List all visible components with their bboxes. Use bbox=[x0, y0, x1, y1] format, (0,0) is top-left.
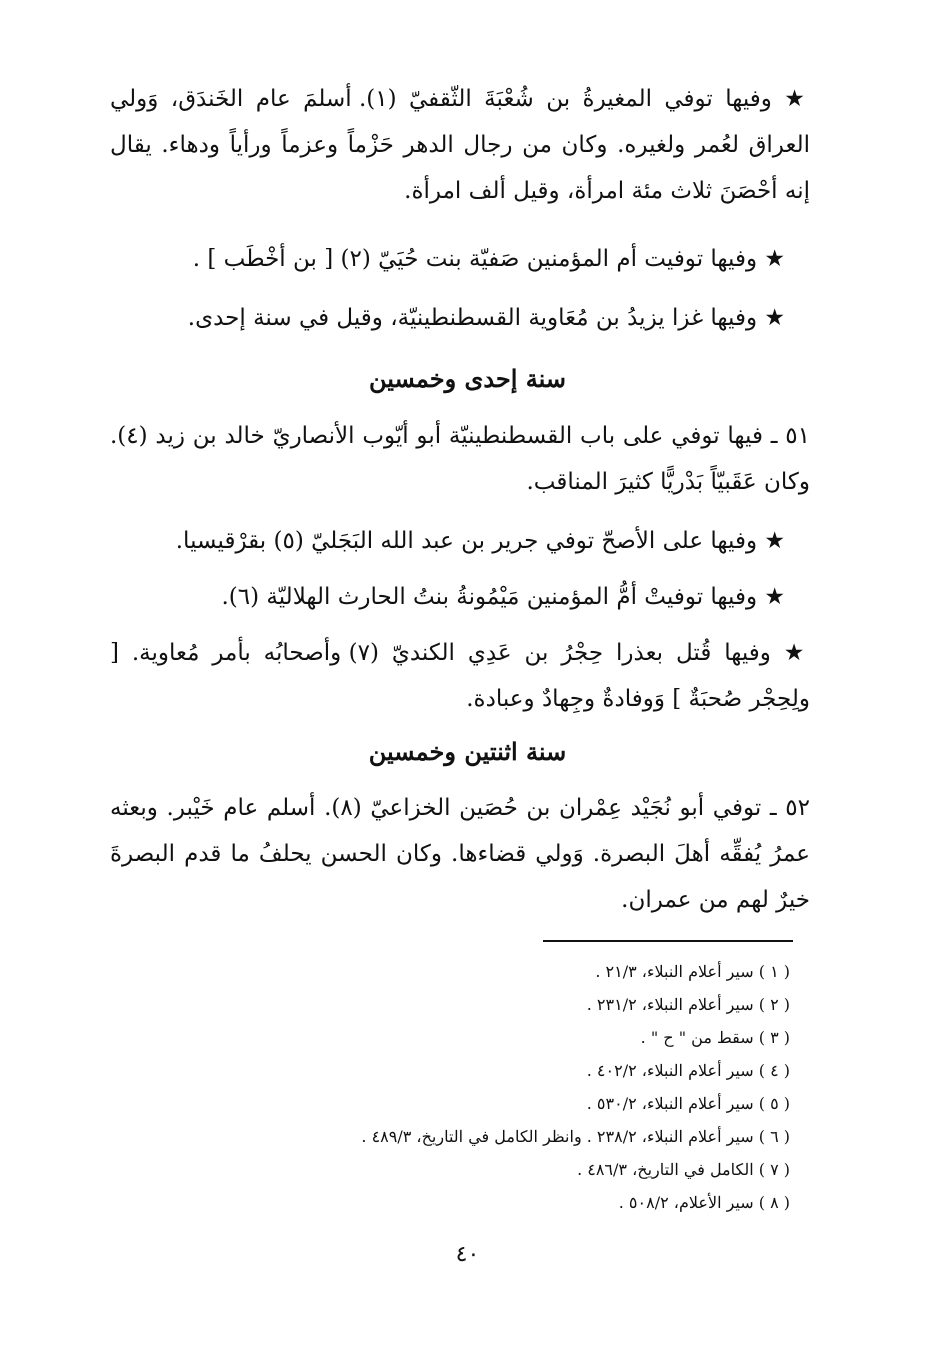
page-number: ٤٠ bbox=[455, 1242, 480, 1267]
paragraph-yazid: ★ وفيها غزا يزيدُ بن مُعَاوية القسطنطينيّة، وقيل في سنة إحدى. bbox=[187, 305, 785, 331]
footnote-8: ( ٨ ) سير الأعلام، ٥٠٨/٢ . bbox=[618, 1193, 790, 1212]
paragraph-maymuna: ★ وفيها توفيتْ أمُّ المؤمنين مَيْمُونةُ بنتُ الحارث الهلاليّة (٦). bbox=[221, 584, 785, 610]
footnote-2: ( ٢ ) سير أعلام النبلاء، ٢٣١/٢ . bbox=[586, 995, 790, 1014]
section-heading-year-52: سنة اثنتين وخمسين bbox=[368, 737, 567, 766]
footnote-3: ( ٣ ) سقط من " ح " . bbox=[640, 1028, 790, 1047]
section-heading-year-51: سنة إحدى وخمسين bbox=[368, 364, 567, 393]
footnote-4: ( ٤ ) سير أعلام النبلاء، ٤٠٢/٢ . bbox=[586, 1061, 790, 1080]
footnote-divider bbox=[543, 940, 793, 942]
paragraph-hujr: ★ وفيها قُتل بعذرا حِجْرُ بن عَدِي الكنديّ (٧) وأصحابُه بأمر مُعاوية. [ ولِحِجْر صُحبَةٌ ] وَوفادةٌ وجِهادٌ وعبادة. bbox=[110, 640, 810, 712]
paragraph-safiyya: ★ وفيها توفيت أم المؤمنين صَفيّة بنت حُيَيّ (٢) [ بن أخْطَب ] . bbox=[192, 246, 785, 272]
footnote-5: ( ٥ ) سير أعلام النبلاء، ٥٣٠/٢ . bbox=[586, 1094, 790, 1113]
footnotes-list bbox=[190, 955, 790, 1219]
footnote-7: ( ٧ ) الكامل في التاريخ، ٤٨٦/٣ . bbox=[577, 1160, 790, 1179]
paragraph-abu-ayyub: ٥١ ـ فيها توفي على باب القسطنطينيّة أبو أيّوب الأنصاريّ خالد بن زيد (٤). وكان عَقَبيّاً بَدْريًّا كثيرَ المناقب. bbox=[110, 423, 810, 495]
footnote-1: ( ١ ) سير أعلام النبلاء، ٢١/٣ . bbox=[595, 962, 790, 981]
paragraph-jarir: ★ وفيها على الأصحّ توفي جرير بن عبد الله البَجَليّ (٥) بقرْقيسيا. bbox=[175, 528, 785, 554]
footnote-6: ( ٦ ) سير أعلام النبلاء، ٢٣٨/٢ . وانظر الكامل في التاريخ، ٤٨٩/٣ . bbox=[361, 1127, 790, 1146]
paragraph-imran: ٥٢ ـ توفي أبو نُجَيْد عِمْران بن حُصَين الخزاعيّ (٨). أسلم عام خَيْبر. وبعثه عمرُ يُفقِّه أهلَ البصرة. وَولي قضاءها. وكان الحسن يحلفُ ما قدم البصرةَ خيرٌ لهم من عمران. bbox=[110, 795, 810, 913]
paragraph-mughira: ★ وفيها توفي المغيرةُ بن شُعْبَةَ الثّقفيّ (١). أسلمَ عام الخَندَق، وَولي العراق لعُمر ولغيره. وكان من رجال الدهر حَزْماً وعزماً ورأياً ودهاء. يقال إنه أحْصَنَ ثلاث مئة امرأة، وقيل ألف امرأة. bbox=[110, 86, 810, 204]
